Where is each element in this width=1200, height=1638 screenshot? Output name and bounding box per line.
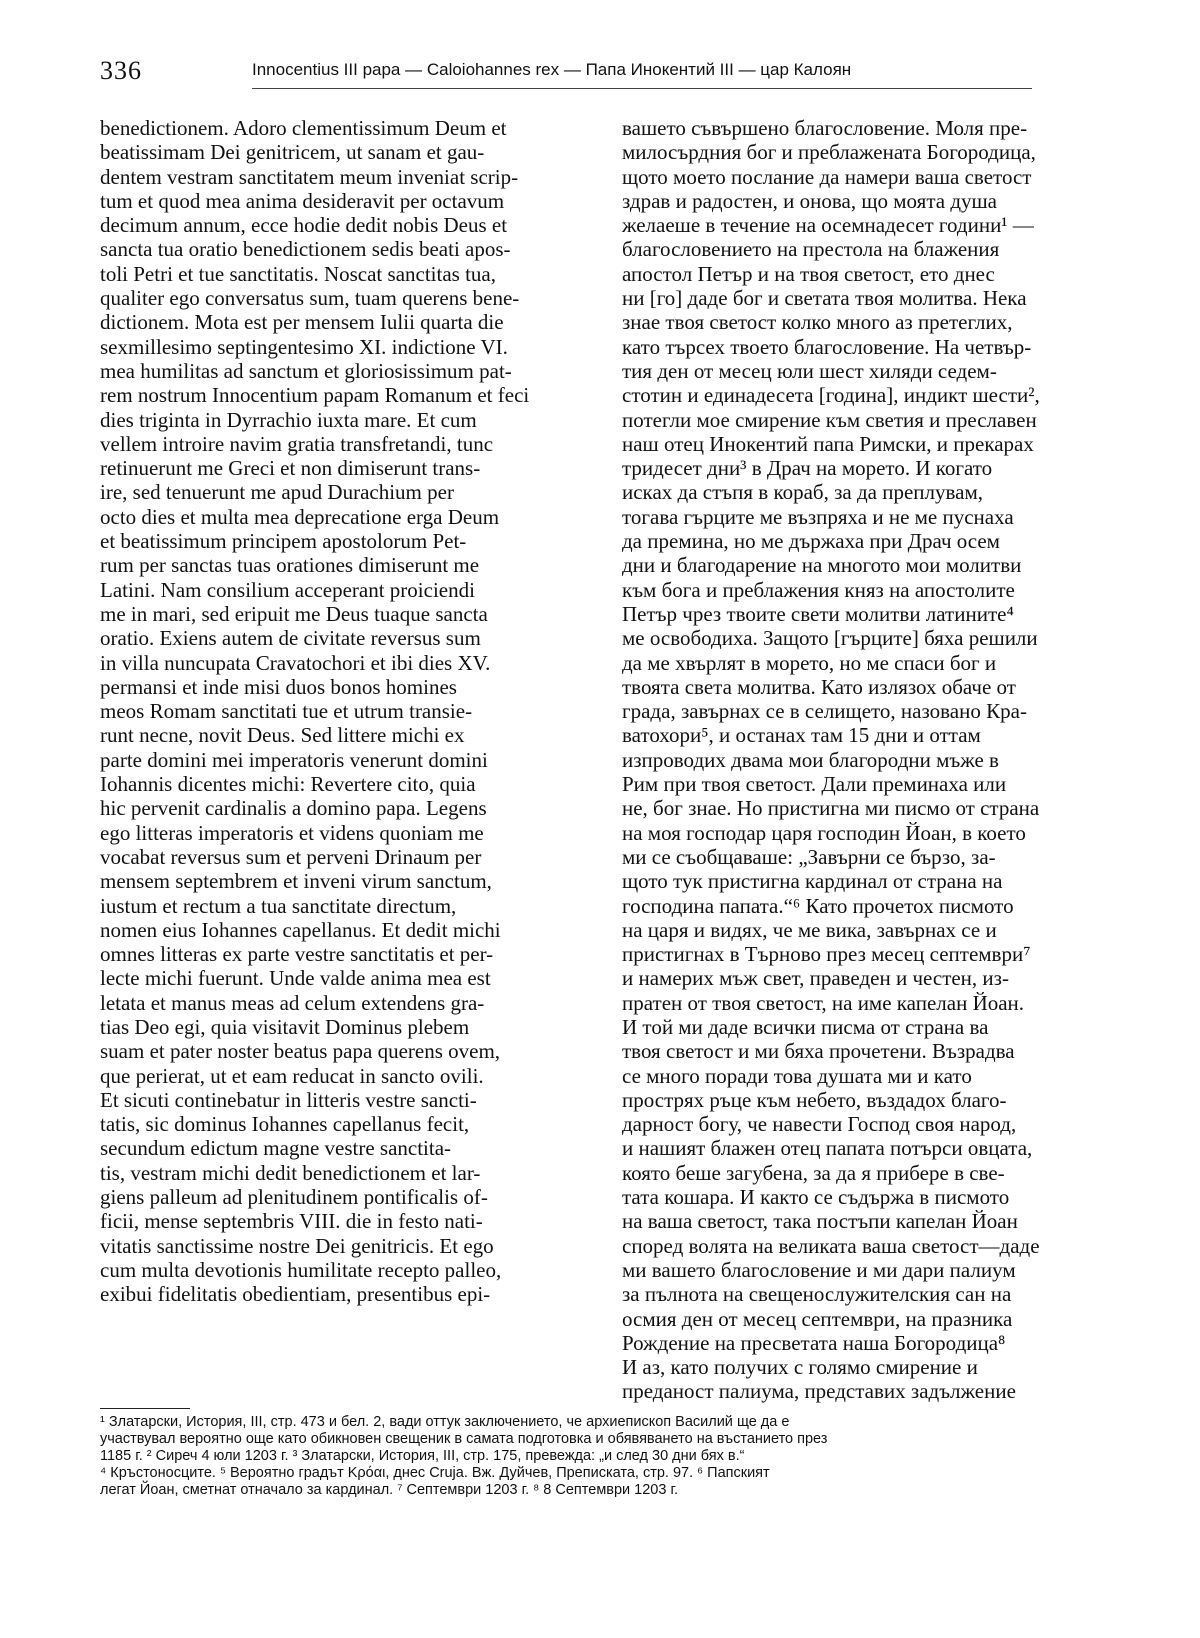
bulgarian-text-line: наш отец Инокентий папа Римски, и прекарах: [622, 431, 1034, 456]
latin-text-line: in villa nuncupata Cravatochori et ibi dies XV.: [100, 650, 491, 675]
latin-text-line: cum multa devotionis humilitate recepto palleo,: [100, 1257, 502, 1282]
bulgarian-text-line: към бога и преблажения княз на апостолите: [622, 577, 1015, 602]
latin-text-line: permansi et inde misi duos bonos homines: [100, 674, 457, 699]
latin-text-line: omnes litteras ex parte vestre sanctitatis et per-: [100, 942, 494, 967]
bulgarian-text-line: щото моето послание да намери ваша светост: [622, 164, 1032, 189]
latin-text-line: lecte michi fuerunt. Unde valde anima mea est: [100, 966, 491, 991]
latin-text-line: beatissimam Dei genitricem, ut sanam et gau-: [100, 140, 485, 165]
latin-text-line: vocabat reversus sum et perveni Drinaum per: [100, 844, 482, 869]
bulgarian-text-line: на ваша светост, така постъпи капелан Йоан: [622, 1209, 1018, 1234]
latin-text-line: octo dies et multa mea deprecatione erga Deum: [100, 504, 500, 529]
latin-text-line: letata et manus meas ad celum extendens gra-: [100, 990, 485, 1015]
bulgarian-text-column: [622, 116, 1117, 1404]
bulgarian-text-line: за пълнота на свещенослужителския сан на: [622, 1282, 1012, 1307]
bulgarian-text-line: знае твоя светост колко много аз претеглих,: [622, 310, 1013, 335]
bulgarian-text-line: се много поради това душата ми и като: [622, 1063, 972, 1088]
latin-text-line: mea humilitas ad sanctum et gloriosissimum pat-: [100, 358, 512, 383]
latin-text-line: giens palleum ad plenitudinem pontificalis of-: [100, 1185, 488, 1210]
bulgarian-text-line: да ме хвърлят в морето, но ме спаси бог и: [622, 650, 997, 675]
bulgarian-text-line: исках да стъпя в кораб, за да преплувам,: [622, 480, 983, 505]
bulgarian-text-line: дарност богу, че навести Господ своя народ,: [622, 1112, 1017, 1137]
bulgarian-text-line: желаеше в течение на осемнадесет години¹ —: [622, 213, 1034, 238]
latin-text-line: Latini. Nam consilium acceperant proiciendi: [100, 577, 475, 602]
latin-text-line: meos Romam sanctitati tue et utrum transie-: [100, 699, 473, 724]
bulgarian-text-line: твоята света молитва. Като излязох обаче от: [622, 674, 1016, 699]
bulgarian-text-line: И аз, като получих с голямо смирение и: [622, 1355, 978, 1380]
bulgarian-text-line: на моя господар царя господин Йоан, в което: [622, 820, 1026, 845]
latin-text-line: rum per sanctas tuas orationes dimiserunt me: [100, 553, 480, 578]
latin-text-line: vitatis sanctissime nostre Dei genitricis. Et ego: [100, 1233, 494, 1258]
bulgarian-text-line: Рождение на пресветата наша Богородица⁸: [622, 1330, 1006, 1355]
latin-text-line: oratio. Exiens autem de civitate reversus sum: [100, 626, 481, 651]
bulgarian-text-line: като търсех твоето благословение. На четвър-: [622, 334, 1032, 359]
footnotes: [100, 1414, 1100, 1499]
bulgarian-text-line: тата кошара. И както се съдържа в писмото: [622, 1185, 1010, 1210]
bulgarian-text-line: Петър чрез твоите свети молитви латините⁴: [622, 601, 1014, 626]
bulgarian-text-line: да премина, но ме държаха при Драч осем: [622, 529, 1000, 554]
bulgarian-text-line: прострях ръце към небето, въздадох благо-: [622, 1087, 1007, 1112]
bulgarian-text-line: преданост палиума, представих задължение: [622, 1379, 1016, 1404]
latin-text-line: tum et quod mea anima desideravit per octavum: [100, 188, 505, 213]
bulgarian-text-line: вашето съвършено благословение. Моля пре-: [622, 116, 1028, 140]
bulgarian-text-line: ни [го] даде бог и светата твоя молитва. Нека: [622, 286, 1027, 311]
footnote-rule: [100, 1408, 190, 1409]
bulgarian-text-line: благословението на престола на блажения: [622, 237, 1000, 262]
latin-text-line: suam et pater noster beatus papa querens ovem,: [100, 1039, 501, 1064]
bulgarian-text-line: тридесет дни³ в Драч на морето. И когато: [622, 456, 993, 481]
latin-text-line: et beatissimum principem apostolorum Pet-: [100, 529, 467, 554]
bulgarian-text-line: според волята на великата ваша светост—даде: [622, 1233, 1040, 1258]
bulgarian-text-line: пратен от твоя светост, на име капелан Йоан.: [622, 990, 1025, 1015]
bulgarian-text-line: ватохори⁵, и останах там 15 дни и оттам: [622, 723, 981, 748]
latin-text-line: dictionem. Mota est per mensem Iulii quarta die: [100, 310, 504, 335]
latin-text-line: dies triginta in Dyrrachio iuxta mare. Et cum: [100, 407, 477, 432]
bulgarian-text-line: ми вашето благословение и ми дари палиум: [622, 1257, 1016, 1282]
latin-text-line: tis, vestram michi dedit benedictionem et lar-: [100, 1160, 481, 1185]
page-number: 336: [100, 56, 142, 85]
latin-text-line: Iohannis dicentes michi: Revertere cito, quia: [100, 772, 476, 797]
bulgarian-text-line: пристигнах в Търново през месец септември⁷: [622, 942, 1031, 967]
latin-text-line: ego litteras imperatoris et videns quoniam me: [100, 820, 484, 845]
page-header: [100, 50, 1100, 90]
latin-text-line: decimum annum, ecce hodie dedit nobis Deus et: [100, 213, 508, 238]
bulgarian-text-line: Рим при твоя светост. Дали преминаха или: [622, 772, 1007, 797]
latin-text-line: dentem vestram sanctitatem meum inveniat scrip-: [100, 164, 519, 189]
footnote-line: ⁴ Кръстоносците. ⁵ Вероятно градът Κρόαι, днес Cruja. Вж. Дуйчев, Преписката, стр. 97. ⁶ Папският: [100, 1465, 770, 1481]
latin-text-column: [100, 116, 590, 1307]
latin-text-line: iustum et rectum a tua sanctitate directum,: [100, 893, 457, 918]
bulgarian-text-line: щото тук пристигна кардинал от страна на: [622, 869, 1003, 894]
latin-text-line: ficii, mense septembris VIII. die in festo nati-: [100, 1209, 483, 1234]
latin-text-line: nomen eius Iohannes capellanus. Et dedit michi: [100, 917, 501, 942]
bulgarian-text-line: която беше загубена, за да я прибере в све-: [622, 1160, 1005, 1185]
bulgarian-text-line: милосърдния бог и преблажената Богородица,: [622, 140, 1036, 165]
latin-text-line: mensem septembrem et inveni virum sanctum,: [100, 869, 492, 894]
bulgarian-text-line: на царя и видях, че ме вика, завърнах се и: [622, 917, 997, 942]
header-rule: [252, 88, 1032, 89]
bulgarian-text-line: стотин и единадесета [година], индикт шести²,: [622, 383, 1040, 408]
bulgarian-text-line: и нашият блажен отец папата потърси овцата,: [622, 1136, 1033, 1161]
latin-text-line: me in mari, sed eripuit me Deus tuaque sancta: [100, 601, 488, 626]
bulgarian-text-line: потегли мое смирение към светия и преславен: [622, 407, 1037, 432]
latin-text-line: benedictionem. Adoro clementissimum Deum et: [100, 116, 507, 140]
bulgarian-text-line: ми се съобщаваше: „Завърни се бързо, за-: [622, 844, 996, 869]
bulgarian-text-line: дни и благодарение на многото мои молитви: [622, 553, 1022, 578]
bulgarian-text-line: тия ден от месец юли шест хиляди седем-: [622, 358, 997, 383]
bulgarian-text-line: изпроводих двама мои благородни мъже в: [622, 747, 999, 772]
footnote-line: легат Йоан, сметнат отначало за кардинал. ⁷ Септември 1203 г. ⁸ 8 Септември 1203 г.: [100, 1482, 679, 1498]
latin-text-line: sancta tua oratio benedictionem sedis beati apos-: [100, 237, 511, 262]
latin-text-line: runt necne, novit Deus. Sed littere michi ex: [100, 723, 465, 748]
bulgarian-text-line: господина папата.“⁶ Като прочетох писмото: [622, 893, 1014, 918]
latin-text-line: qualiter ego conversatus sum, tuam querens bene-: [100, 286, 520, 311]
bulgarian-text-line: апостол Петър и на твоя светост, ето днес: [622, 261, 995, 286]
latin-text-line: rem nostrum Innocentium papam Romanum et feci: [100, 383, 530, 408]
bulgarian-text-line: и намерих мъж свет, праведен и честен, из-: [622, 966, 1009, 991]
footnote-line: ¹ Златарски, История, III, стр. 473 и бел. 2, вади оттук заключението, че архиепископ Василий ще да е: [100, 1414, 790, 1430]
bulgarian-text-line: осмия ден от месец септември, на празника: [622, 1306, 1013, 1331]
bulgarian-text-line: града, завърнах се в селището, назовано Кра-: [622, 699, 1027, 724]
latin-text-line: que perierat, ut et eam reducat in sancto ovili.: [100, 1063, 484, 1088]
running-head: Innocentius III papa — Caloiohannes rex — Папа Инокентий III — цар Калоян: [252, 60, 852, 79]
footnote-line: участвувал вероятно още като обикновен свещеник в самата подготовка и обявяването на въстанието през: [100, 1431, 828, 1447]
bulgarian-text-line: тогава гърците ме възпряха и не ме пуснаха: [622, 504, 1014, 529]
latin-text-line: secundum edictum magne vestre sanctita-: [100, 1136, 452, 1161]
latin-text-line: ire, sed tenuerunt me apud Durachium per: [100, 480, 454, 505]
latin-text-line: retinuerunt me Greci et non dimiserunt trans-: [100, 456, 481, 481]
latin-text-line: toli Petri et tue sanctitatis. Noscat sanctitas tua,: [100, 261, 496, 286]
latin-text-line: hic pervenit cardinalis a domino papa. Legens: [100, 796, 487, 821]
latin-text-line: sexmillesimo septingentesimo XI. indictione VI.: [100, 334, 508, 359]
bulgarian-text-line: твоя светост и ми бяха прочетени. Възрадва: [622, 1039, 1015, 1064]
bulgarian-text-line: не, бог знае. Но пристигна ми писмо от страна: [622, 796, 1040, 821]
bulgarian-text-line: здрав и радостен, и онова, що моята душа: [622, 188, 997, 213]
latin-text-line: Et sicuti continebatur in litteris vestre sancti-: [100, 1087, 477, 1112]
latin-text-line: tias Deo egi, quia visitavit Dominus plebem: [100, 1014, 470, 1039]
footnote-line: 1185 г. ² Сиреч 4 юли 1203 г. ³ Златарски, История, III, стр. 175, превежда: „и след 30 дни бях в.“: [100, 1448, 745, 1464]
latin-text-line: tatis, sic dominus Iohannes capellanus fecit,: [100, 1112, 470, 1137]
latin-text-line: parte domini mei imperatoris venerunt domini: [100, 747, 488, 772]
latin-text-line: vellem introire navim gratia transfretandi, tunc: [100, 431, 494, 456]
latin-text-line: exibui fidelitatis obedientiam, presentibus epi-: [100, 1282, 491, 1307]
bulgarian-text-line: ме освободиха. Защото [гърците] бяха решили: [622, 626, 1038, 651]
bulgarian-text-line: И той ми даде всички писма от страна ва: [622, 1014, 989, 1039]
